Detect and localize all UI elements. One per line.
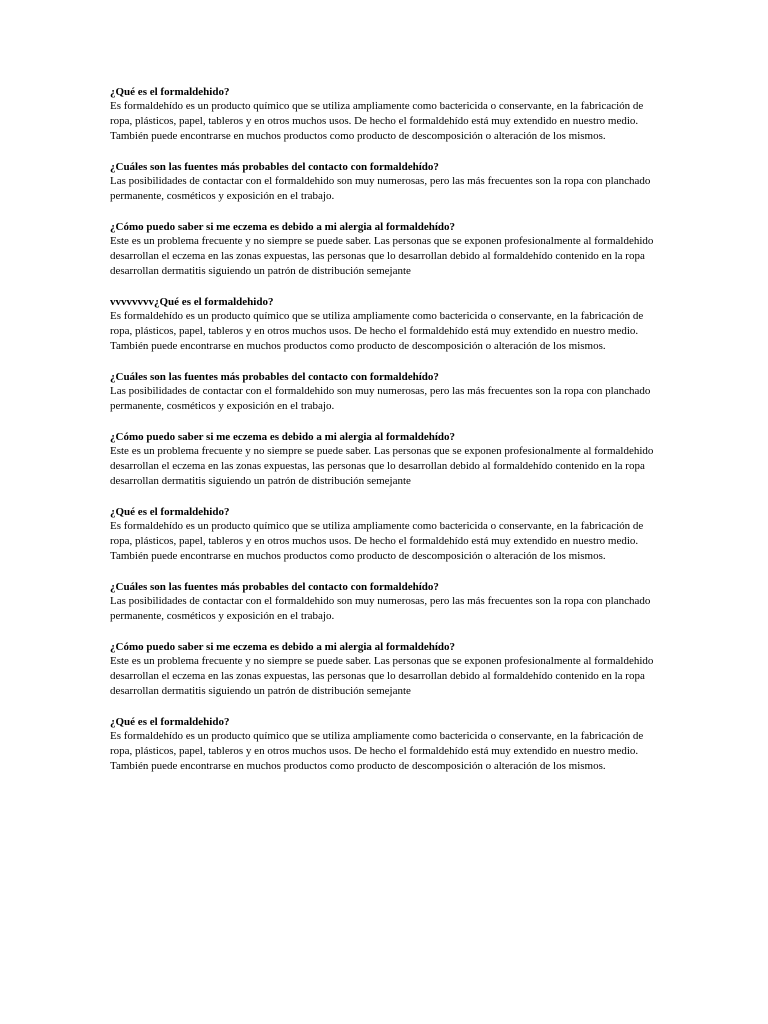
faq-section xyxy=(110,221,658,279)
section-question: ¿Qué es el formaldehido? xyxy=(110,506,230,518)
faq-section xyxy=(110,371,658,414)
section-question: ¿Cómo puedo saber si me eczema es debido a mi alergia al formaldehído? xyxy=(110,431,456,443)
faq-section xyxy=(110,641,658,699)
section-question: ¿Cómo puedo saber si me eczema es debido a mi alergia al formaldehído? xyxy=(110,221,456,233)
section-answer: Este es un problema frecuente y no siempre se puede saber. Las personas que se exponen profesionalmente al formaldehido desarrollan el eczema en las zonas expuestas, las personas que lo desarrollan debido al formaldehído contenido en la ropa desarrollan dermatitis siguiendo un patrón de distribución semejante xyxy=(110,445,654,487)
section-question: ¿Cuáles son las fuentes más probables del contacto con formaldehído? xyxy=(110,371,439,383)
section-question: vvvvvvvv¿Qué es el formaldehido? xyxy=(110,296,274,308)
section-question: ¿Qué es el formaldehido? xyxy=(110,86,230,98)
section-question: ¿Cuáles son las fuentes más probables del contacto con formaldehído? xyxy=(110,161,439,173)
section-answer: Este es un problema frecuente y no siempre se puede saber. Las personas que se exponen profesionalmente al formaldehido desarrollan el eczema en las zonas expuestas, las personas que lo desarrollan debido al formaldehído contenido en la ropa desarrollan dermatitis siguiendo un patrón de distribución semejante xyxy=(110,235,654,277)
section-answer: Las posibilidades de contactar con el formaldehido son muy numerosas, pero las más frecuentes son la ropa con planchado permanente, cosméticos y exposición en el trabajo. xyxy=(110,385,651,412)
faq-section xyxy=(110,161,658,204)
faq-section xyxy=(110,296,658,354)
section-answer: Es formaldehído es un producto químico que se utiliza ampliamente como bactericida o conservante, en la fabricación de ropa, plásticos, papel, tableros y en otros muchos usos. De hecho el formaldehído está muy extendido en nuestro medio. También puede encontrarse en muchos productos como producto de descomposición o alteración de los mismos. xyxy=(110,100,644,142)
section-answer: Este es un problema frecuente y no siempre se puede saber. Las personas que se exponen profesionalmente al formaldehido desarrollan el eczema en las zonas expuestas, las personas que lo desarrollan debido al formaldehído contenido en la ropa desarrollan dermatitis siguiendo un patrón de distribución semejante xyxy=(110,655,654,697)
section-answer: Es formaldehído es un producto químico que se utiliza ampliamente como bactericida o conservante, en la fabricación de ropa, plásticos, papel, tableros y en otros muchos usos. De hecho el formaldehído está muy extendido en nuestro medio. También puede encontrarse en muchos productos como producto de descomposición o alteración de los mismos. xyxy=(110,520,644,562)
faq-section xyxy=(110,431,658,489)
section-question: ¿Qué es el formaldehido? xyxy=(110,716,230,728)
section-answer: Las posibilidades de contactar con el formaldehido son muy numerosas, pero las más frecuentes son la ropa con planchado permanente, cosméticos y exposición en el trabajo. xyxy=(110,595,651,622)
section-answer: Es formaldehído es un producto químico que se utiliza ampliamente como bactericida o conservante, en la fabricación de ropa, plásticos, papel, tableros y en otros muchos usos. De hecho el formaldehído está muy extendido en nuestro medio. También puede encontrarse en muchos productos como producto de descomposición o alteración de los mismos. xyxy=(110,310,644,352)
faq-section xyxy=(110,506,658,564)
section-answer: Las posibilidades de contactar con el formaldehido son muy numerosas, pero las más frecuentes son la ropa con planchado permanente, cosméticos y exposición en el trabajo. xyxy=(110,175,651,202)
faq-section xyxy=(110,86,658,144)
faq-section xyxy=(110,581,658,624)
section-question: ¿Cuáles son las fuentes más probables del contacto con formaldehído? xyxy=(110,581,439,593)
faq-section xyxy=(110,716,658,774)
section-question: ¿Cómo puedo saber si me eczema es debido a mi alergia al formaldehído? xyxy=(110,641,456,653)
section-answer: Es formaldehído es un producto químico que se utiliza ampliamente como bactericida o conservante, en la fabricación de ropa, plásticos, papel, tableros y en otros muchos usos. De hecho el formaldehído está muy extendido en nuestro medio. También puede encontrarse en muchos productos como producto de descomposición o alteración de los mismos. xyxy=(110,730,644,772)
